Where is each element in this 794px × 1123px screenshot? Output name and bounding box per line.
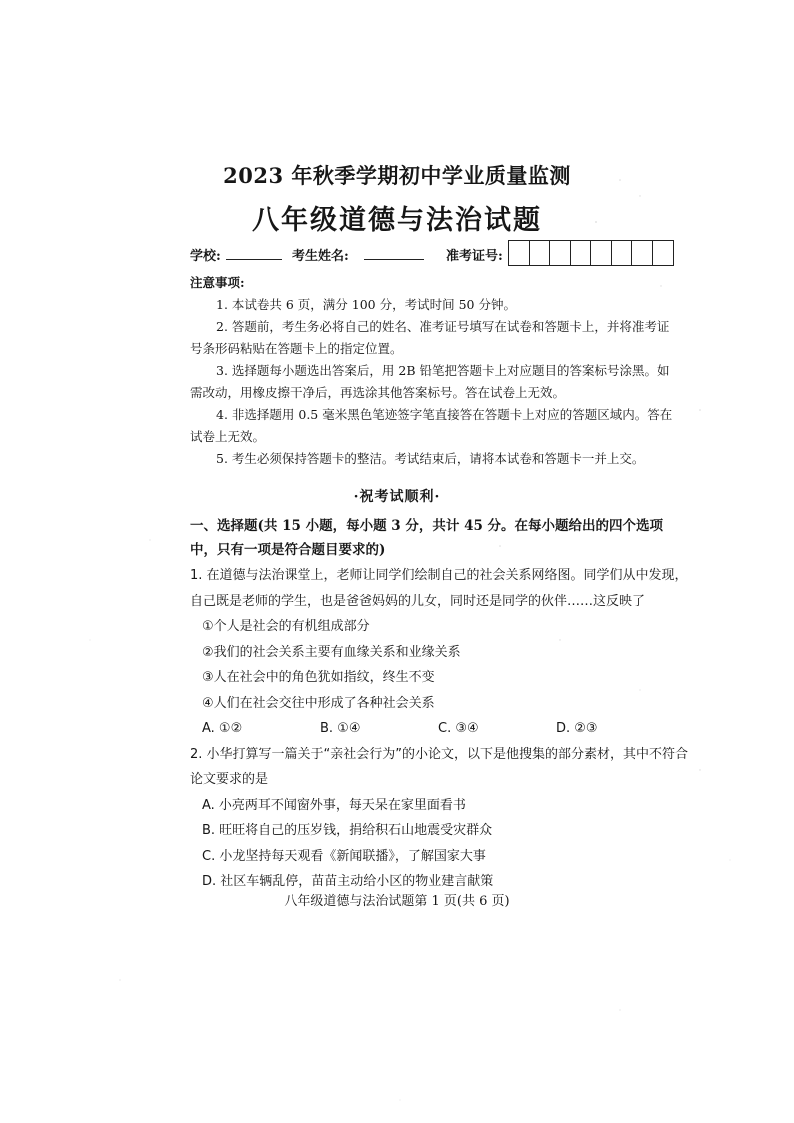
option: B. 旺旺将自己的压岁钱，捐给积石山地震受灾群众 — [202, 823, 493, 838]
option: C. 小龙坚持每天观看《新闻联播》，了解国家大事 — [202, 848, 486, 864]
candidate-info-row — [190, 240, 690, 268]
question-1-stem: 1. 在道德与法治课堂上，老师让同学们绘制自己的社会关系网络图。同学们从中发现，自己既是老师的学生，也是爸爸妈妈的儿女，同时还是同学的伙伴……这反映了 — [190, 568, 688, 609]
id-digit-box[interactable] — [612, 241, 633, 265]
statement: ③人在社会中的角色犹如指纹，终生不变 — [202, 670, 435, 685]
id-digit-box[interactable] — [653, 241, 674, 265]
choice-a: A. ①② — [202, 721, 243, 736]
good-luck-line: ·祝考试顺利· — [353, 489, 441, 505]
question-1-choices — [190, 716, 690, 742]
notice-item: 3. 选择题每小题选出答案后，用 2B 铅笔把答题卡上对应题目的答案标号涂黑。如需改动，用橡皮擦干净后，再选涂其他答案标号。答在试卷上无效。 — [190, 363, 670, 400]
option: D. 社区车辆乱停，苗苗主动给小区的物业建言献策 — [202, 874, 494, 889]
page-footer: 八年级道德与法治试题第 1 页(共 6 页) — [284, 894, 510, 909]
notice-item: 1. 本试卷共 6 页，满分 100 分，考试时间 50 分钟。 — [216, 297, 516, 312]
statement: ②我们的社会关系主要有血缘关系和业缘关系 — [202, 644, 461, 660]
section-heading: 一、选择题(共 15 小题，每小题 3 分，共计 45 分。在每小题给出的四个选项中，只有一项是符合题目要求的) — [190, 518, 664, 558]
id-digit-box[interactable] — [632, 241, 653, 265]
id-digit-box[interactable] — [550, 241, 571, 265]
exam-title: 2023 年秋季学期初中学业质量监测 — [223, 163, 571, 188]
notice-item: 2. 答题前，考生务必将自己的姓名、准考证号填写在试卷和答题卡上，并将准考证号条形码粘贴在答题卡上的指定位置。 — [190, 319, 670, 356]
choice-b: B. ①④ — [320, 721, 361, 736]
id-digit-box[interactable] — [530, 241, 551, 265]
id-digit-box[interactable] — [509, 241, 530, 265]
candidate-id-boxes[interactable] — [508, 240, 674, 266]
statement: ①个人是社会的有机组成部分 — [202, 619, 370, 634]
question-2-stem: 2. 小华打算写一篇关于“亲社会行为”的小论文，以下是他搜集的部分素材，其中不符合论文要求的是 — [190, 746, 689, 787]
notice-item: 4. 非选择题用 0.5 毫米黑色笔迹签字笔直接答在答题卡上对应的答题区域内。答在试卷上无效。 — [190, 407, 673, 444]
notice-section — [190, 272, 680, 470]
statement: ④人们在社会交往中形成了各种社会关系 — [202, 695, 435, 711]
option: A. 小亮两耳不闻窗外事，每天呆在家里面看书 — [202, 797, 466, 813]
notice-heading: 注意事项: — [190, 275, 245, 290]
choice-d: D. ②③ — [556, 721, 598, 736]
id-label: 准考证号: — [446, 249, 503, 264]
exam-subtitle: 八年级道德与法治试题 — [252, 205, 542, 236]
notice-item: 5. 考生必须保持答题卡的整洁。考试结束后，请将本试卷和答题卡一并上交。 — [216, 451, 645, 466]
choice-c: C. ③④ — [438, 721, 479, 736]
name-label: 考生姓名: — [292, 249, 349, 264]
name-field[interactable] — [364, 259, 424, 260]
school-field[interactable] — [226, 259, 282, 260]
id-digit-box[interactable] — [571, 241, 592, 265]
questions-area — [190, 563, 690, 895]
id-digit-box[interactable] — [591, 241, 612, 265]
school-label: 学校: — [190, 249, 221, 264]
